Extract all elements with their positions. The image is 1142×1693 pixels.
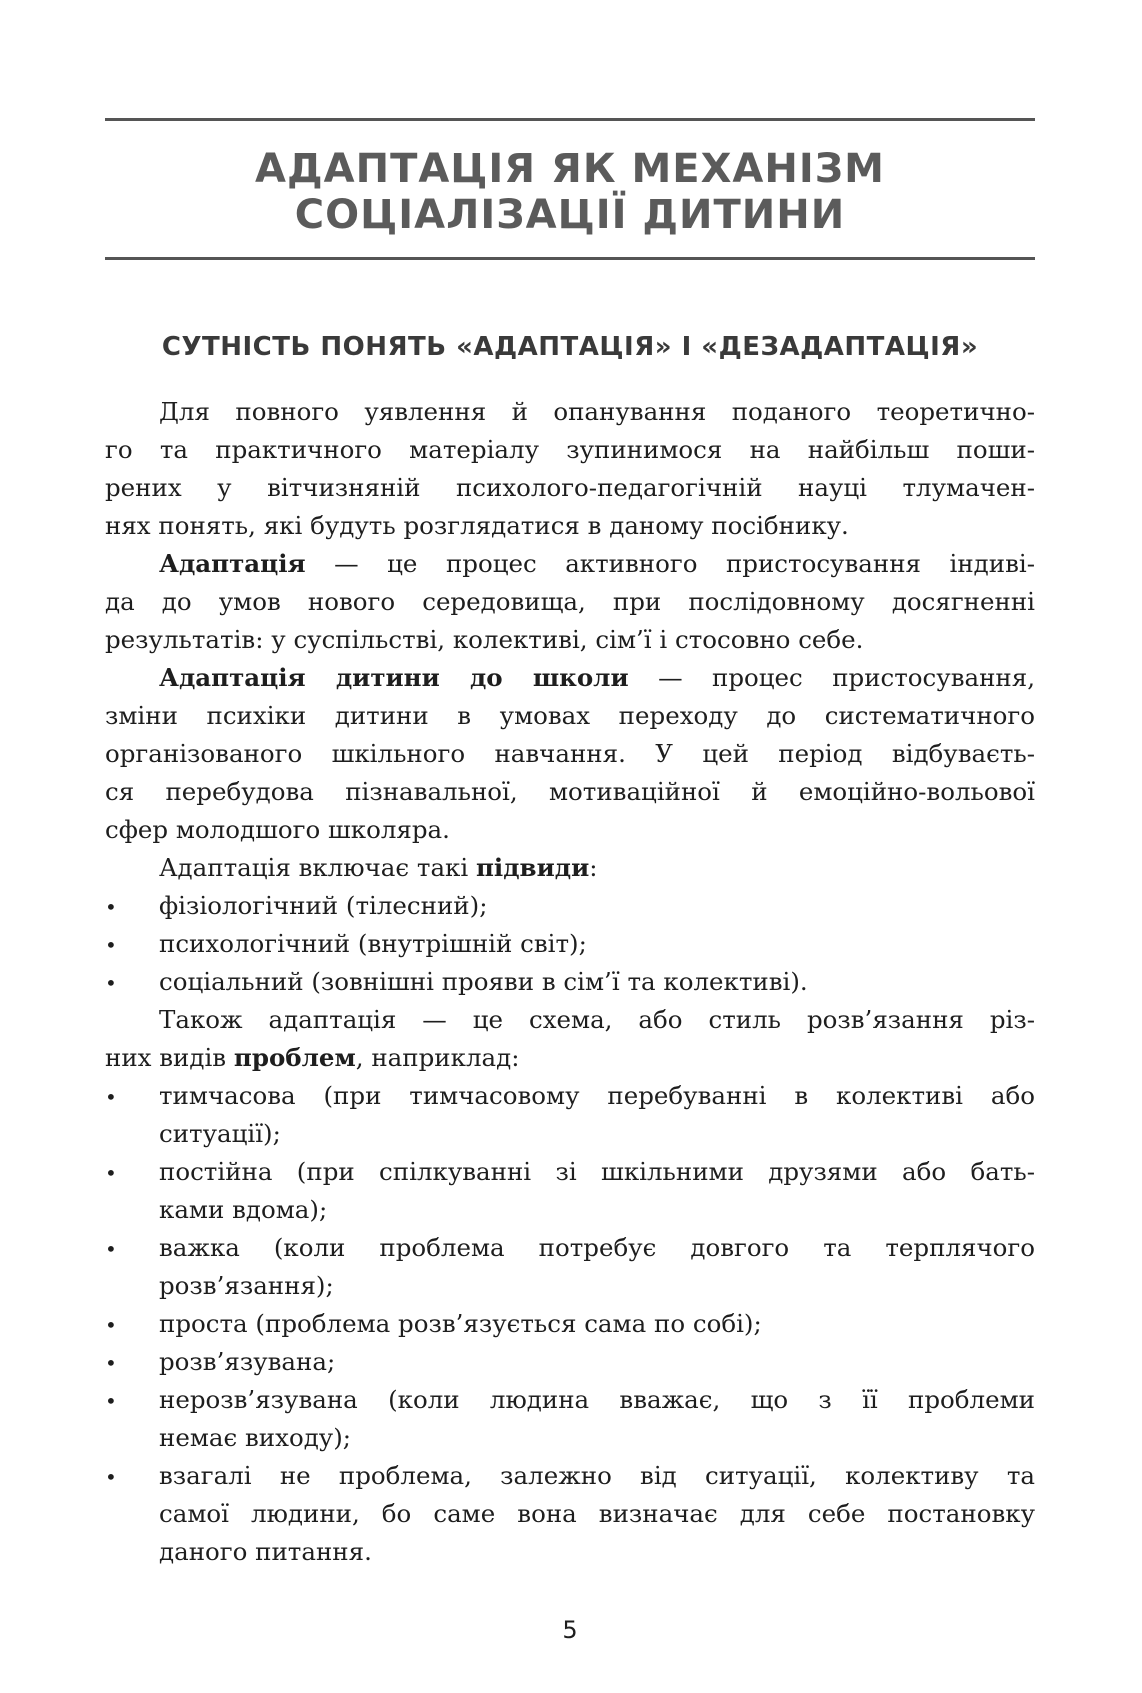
list-item (105, 1457, 1035, 1495)
chapter-title (105, 146, 1035, 238)
bullet-icon: • (105, 1389, 117, 1413)
bullet-icon: • (105, 1085, 117, 1109)
bullet-icon: • (105, 1161, 117, 1185)
bottom-rule (105, 257, 1035, 260)
top-rule (105, 118, 1035, 121)
definition-adaptation (105, 545, 1035, 659)
text-line: сфер молодшого школяра. (105, 815, 450, 844)
list-item-continuation: ситуації); (159, 1119, 281, 1148)
bullet-icon: • (105, 1465, 117, 1489)
chapter-title-line-1: АДАПТАЦІЯ ЯК МЕХАНІЗМ (255, 146, 885, 192)
list-item-text: психологічний (внутрішній світ); (159, 929, 587, 958)
section-title: СУТНІСТЬ ПОНЯТЬ «АДАПТАЦІЯ» І «ДЕЗАДАПТАЦІЯ» (161, 332, 979, 362)
page-number: 5 (562, 1616, 578, 1644)
bullet-icon: • (105, 971, 117, 995)
term-bold: підвиди (475, 853, 590, 882)
term-bold: Адаптація (159, 549, 306, 578)
definition-text: — процес пристосування, (628, 663, 1035, 692)
list-item-text: тимчасова (при тимчасовому перебуванні в колективі або (159, 1081, 1035, 1110)
problems-block (105, 1001, 1035, 1571)
lead-text: них видів (105, 1043, 234, 1072)
list-item-text: розв’язувана; (159, 1347, 336, 1376)
subtypes-block (105, 849, 1035, 1001)
term-bold: проблем (233, 1043, 356, 1072)
text-line (105, 849, 1035, 887)
list-item-text: соціальний (зовнішні прояви в сім’ї та колективі). (159, 967, 808, 996)
bullet-icon: • (105, 1313, 117, 1337)
lead-text: Адаптація включає такі (159, 853, 476, 882)
text-line: організованого шкільного навчання. У цей період відбуваєть- (105, 739, 1035, 768)
list-item-text: взагалі не проблема, залежно від ситуації, колективу та (159, 1461, 1035, 1490)
list-item (105, 1153, 1035, 1191)
list-item-continuation: ками вдома); (159, 1195, 328, 1224)
text-line: Для повного уявлення й опанування поданого теоретично- (159, 397, 1035, 426)
text-line: Також адаптація — це схема, або стиль розв’язання різ- (159, 1005, 1035, 1034)
list-item-text: постійна (при спілкуванні зі шкільними друзями або бать- (159, 1157, 1035, 1186)
list-item-text: нерозв’язувана (коли людина вважає, що з її проблеми (159, 1385, 1035, 1414)
intro-paragraph (105, 393, 1035, 545)
text-line: го та практичного матеріалу зупинимося на найбільш поши- (105, 435, 1035, 464)
text-line: да до умов нового середовища, при послідовному досягненні (105, 587, 1035, 616)
list-item (105, 1381, 1035, 1419)
list-item (105, 887, 1035, 925)
list-item-text: важка (коли проблема потребує довгого та терплячого (159, 1233, 1035, 1262)
list-item-continuation: розв’язання); (159, 1271, 334, 1300)
text-line: результатів: у суспільстві, колективі, сім’ї і стосовно себе. (105, 625, 864, 654)
text-line: ся перебудова пізнавальної, мотиваційної й емоційно-вольової (105, 777, 1035, 806)
text-line (105, 1039, 1035, 1077)
list-item-continuation: немає виходу); (159, 1423, 352, 1452)
list-item-text: проста (проблема розв’язується сама по собі); (159, 1309, 762, 1338)
document-page (105, 0, 1035, 1693)
list-item (105, 925, 1035, 963)
term-bold: Адаптація дитини до школи (159, 663, 629, 692)
list-item-text: фізіологічний (тілесний); (159, 891, 488, 920)
text-line: рених у вітчизняній психолого-педагогічній науці тлумачен- (105, 473, 1035, 502)
lead-end: , наприклад: (355, 1043, 520, 1072)
lead-end: : (589, 853, 598, 882)
bullet-icon: • (105, 1351, 117, 1375)
definition-school-adaptation (105, 659, 1035, 849)
list-item-continuation: самої людини, бо саме вона визначає для себе постановку (159, 1499, 1035, 1528)
text-line: нях понять, які будуть розглядатися в даному посібнику. (105, 511, 849, 540)
bullet-icon: • (105, 1237, 117, 1261)
list-item (105, 1077, 1035, 1115)
list-item-continuation: даного питання. (159, 1537, 372, 1566)
chapter-title-line-2: СОЦІАЛІЗАЦІЇ ДИТИНИ (294, 192, 846, 238)
bullet-icon: • (105, 933, 117, 957)
body-text (105, 393, 1035, 1571)
bullet-icon: • (105, 895, 117, 919)
list-item (105, 1229, 1035, 1267)
text-line (105, 659, 1035, 697)
text-line (105, 545, 1035, 583)
list-item (105, 963, 1035, 1001)
definition-text: — це процес активного пристосування індиві- (305, 549, 1035, 578)
list-item (105, 1343, 1035, 1381)
list-item (105, 1305, 1035, 1343)
text-line: зміни психіки дитини в умовах переходу до систематичного (105, 701, 1035, 730)
